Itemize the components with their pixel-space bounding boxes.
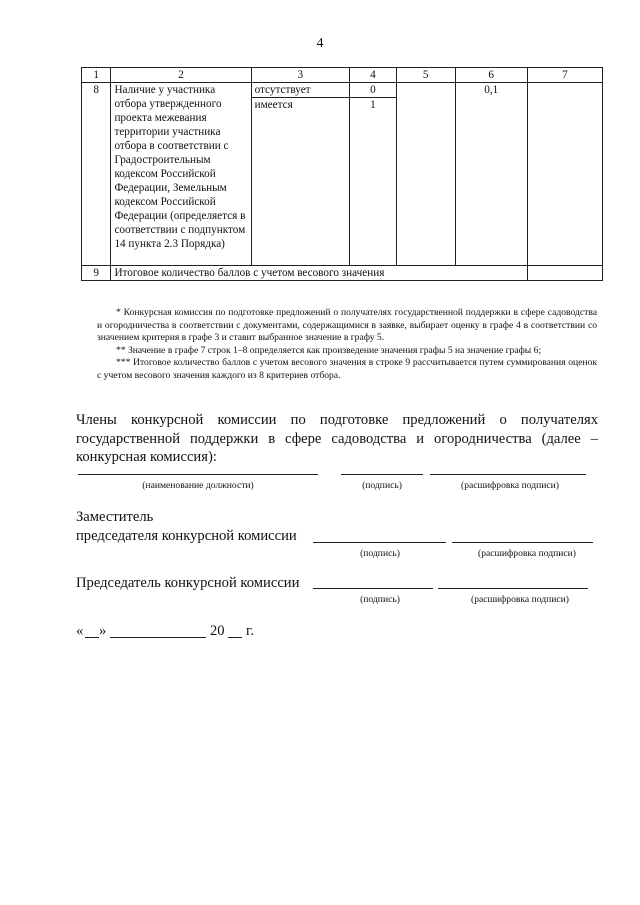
deputy-title: Заместитель xyxy=(76,509,154,525)
header-col-2: 2 xyxy=(111,68,251,83)
deputy-signature-caption: (подпись) xyxy=(360,548,400,559)
table-header-row xyxy=(82,68,603,83)
chairman-title: Председатель конкурсной комиссии xyxy=(76,575,300,591)
footnote-2: ** Значение в графе 7 строк 1–8 определяется как произведение значения графы 5 на значение графы 6; xyxy=(116,344,542,356)
header-col-7: 7 xyxy=(527,68,602,83)
row9-number: 9 xyxy=(82,266,111,281)
members-signature-caption: (подпись) xyxy=(362,480,402,491)
criteria-table xyxy=(81,67,603,281)
date-day-line xyxy=(85,637,99,638)
chairman-decoding-line xyxy=(438,588,588,589)
chairman-signature-line xyxy=(313,588,433,589)
row8-option-absent: отсутствует xyxy=(252,83,350,98)
header-col-1: 1 xyxy=(82,68,111,83)
deputy-title-line2: председателя конкурсной комиссии xyxy=(76,528,297,544)
date-year-prefix: 20 xyxy=(210,623,225,639)
members-decoding-line xyxy=(430,474,586,475)
row8-option-present: имеется xyxy=(254,99,293,111)
footnote-3: *** Итоговое количество баллов с учетом весового значения в строке 9 рассчитывается путем суммирования оценок с учетом весового значения каждого из 8 критериев отбора. xyxy=(97,357,597,381)
header-col-3: 3 xyxy=(251,68,350,83)
row8-selected-score xyxy=(396,83,455,266)
footnote-1: * Конкурсная комиссия по подготовке предложений о получателях государственной поддержки в сфере садоводства и огородничества в соответствии с документами, содержащимися в заявке, выбирает оценку в графе 4 в соответствии со значением критерия в графе 3 и ставит выбранное значение в графу 5. xyxy=(97,307,597,343)
header-col-5: 5 xyxy=(396,68,455,83)
row8-scores xyxy=(350,83,397,266)
deputy-decoding-caption: (расшифровка подписи) xyxy=(478,548,576,559)
date-open-quote: « xyxy=(76,623,84,639)
date-year-suffix: г. xyxy=(246,623,254,639)
table-row-9 xyxy=(82,266,603,281)
date-close-quote: » xyxy=(99,623,107,639)
members-position-line xyxy=(78,474,318,475)
chairman-signature-caption: (подпись) xyxy=(360,594,400,605)
row9-label: Итоговое количество баллов с учетом весового значения xyxy=(111,266,527,281)
members-decoding-caption: (расшифровка подписи) xyxy=(461,480,559,491)
row8-options xyxy=(251,83,350,266)
chairman-decoding-caption: (расшифровка подписи) xyxy=(471,594,569,605)
deputy-signature-line xyxy=(313,542,446,543)
row9-total xyxy=(527,266,602,281)
row8-weight: 0,1 xyxy=(455,83,527,266)
row8-score-present: 1 xyxy=(370,99,376,111)
deputy-decoding-line xyxy=(452,542,593,543)
header-col-4: 4 xyxy=(350,68,397,83)
members-heading: Члены конкурсной комиссии по подготовке предложений о получателях государственной поддержки в сфере садоводства и огородничества (далее – конкурсная комиссия): xyxy=(76,412,598,465)
row8-number: 8 xyxy=(82,83,111,266)
table-row-8 xyxy=(82,83,603,266)
footnotes xyxy=(97,307,597,382)
row8-weighted-score xyxy=(527,83,602,266)
date-month-line xyxy=(110,637,206,638)
row8-score-absent: 0 xyxy=(350,83,396,98)
page-number: 4 xyxy=(316,36,324,51)
date-year-line xyxy=(228,637,242,638)
row8-criterion: Наличие у участника отбора утвержденного проекта межевания территории участника отбора в соответствии с Градостроительным кодексом Российской Федерации, Земельным кодексом Российской Федерации (определяется в соответствии с подпунктом 14 пункта 2.3 Порядка) xyxy=(111,83,251,266)
members-position-caption: (наименование должности) xyxy=(142,480,254,491)
members-signature-line xyxy=(341,474,423,475)
header-col-6: 6 xyxy=(455,68,527,83)
